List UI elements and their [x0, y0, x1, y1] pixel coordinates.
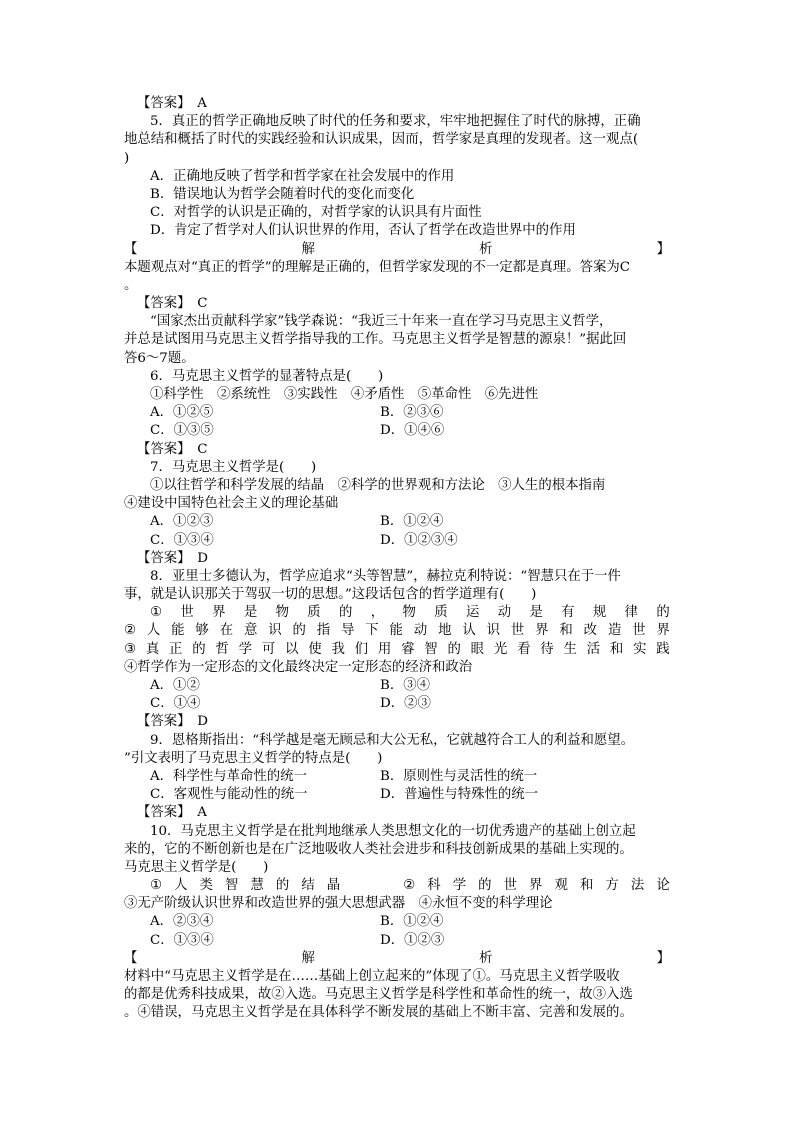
option-right: B．②③⑥: [380, 405, 444, 421]
text-line: 5．真正的哲学正确地反映了时代的任务和要求，牢牢地把握住了时代的脉搏，正确: [150, 114, 641, 130]
option-left: A．①②③: [150, 514, 214, 530]
text-line: ①以往哲学和科学发展的结晶 ②科学的世界观和方法论 ③人生的根本指南: [150, 477, 606, 493]
justified-line: ② 人 能 够 在 意 识 的 指 导 下 能 动 地 认 识 世 界 和 改 造 世 界: [124, 623, 670, 639]
option-left: C．①③④: [150, 532, 214, 548]
option-row: [124, 422, 670, 440]
text-line: 来的，它的不断创新也是在广泛地吸收人类社会进步和科技创新成果的基础上实现的。: [124, 841, 633, 857]
text-line: 地总结和概括了时代的实践经验和认识成果，因而，哲学家是真理的发现者。这一观点(: [124, 132, 639, 148]
text-line: 事，就是认识那关于驾驭一切的思想。”这段话包含的哲学道理有( ): [124, 587, 537, 603]
text-line: A．正确地反映了哲学和哲学家在社会发展中的作用: [150, 168, 455, 184]
justified-line: 【 解 析 】: [124, 950, 670, 966]
text-line: B．错误地认为哲学会随着时代的变化而变化: [150, 186, 415, 202]
text-line: “国家杰出贡献科学家”钱学森说：“我近三十年来一直在学习马克思主义哲学，: [150, 314, 613, 330]
option-left: A．科学性与革命性的统一: [150, 768, 307, 784]
option-row: [124, 768, 670, 786]
option-row: [124, 695, 670, 713]
option-row: [124, 677, 670, 695]
option-right: D．①②③: [380, 932, 445, 948]
option-right: B．①②④: [380, 914, 444, 930]
text-line: ③无产阶级认识世界和改造世界的强大思想武器 ④永恒不变的科学理论: [124, 896, 553, 912]
option-row: [124, 786, 670, 804]
text-line: 材料中“马克思主义哲学是在……基础上创立起来的”体现了①。马克思主义哲学吸收: [124, 969, 620, 984]
option-left: C．①④: [150, 696, 201, 712]
justified-line: ③ 真 正 的 哲 学 可 以 使 我 们 用 睿 智 的 眼 光 看 待 生 活 和 实 践: [124, 641, 670, 657]
option-left: A．②③④: [150, 914, 214, 930]
option-row: [124, 532, 670, 550]
option-right: D．①④⑥: [380, 423, 445, 439]
text-line: ④建设中国特色社会主义的理论基础: [124, 496, 339, 512]
text-line: 。④错误，马克思主义哲学是在具体科学不断发展的基础上不断丰富、完善和发展的。: [124, 1005, 633, 1021]
text-line: 10．马克思主义哲学是在批判地继承人类思想文化的一切优秀遗产的基础上创立起: [150, 823, 636, 839]
justified-line: 【 解 析 】: [124, 241, 670, 257]
option-right: B．①②④: [380, 514, 444, 530]
text-line: ④哲学作为一定形态的文化最终决定一定形态的经济和政治: [124, 659, 473, 675]
answer-line: 【答案】 D: [137, 714, 208, 730]
text-line: 的都是优秀科技成果，故②入选。马克思主义哲学是科学性和革命性的统一，故③入选: [124, 987, 633, 1003]
option-left: C．①③④: [150, 932, 214, 948]
text-line: 。: [124, 277, 138, 293]
option-right: D．②③: [380, 696, 431, 712]
option-right: B．原则性与灵活性的统一: [380, 768, 538, 784]
text-line: 9．恩格斯指出：“科学越是毫无顾忌和大公无私，它就越符合工人的利益和愿望。: [150, 732, 635, 748]
text-line: 本题观点对“真正的哲学”的理解是正确的，但哲学家发现的不一定都是真理。答案为C: [124, 259, 630, 275]
answer-line: 【答案】 A: [137, 96, 207, 111]
option-row: [124, 513, 670, 531]
option-row: [124, 913, 670, 931]
text-line: ”引文表明了马克思主义哲学的特点是( ): [124, 750, 383, 766]
justified-line: ① 人 类 智 慧 的 结 晶 ② 科 学 的 世 界 观 和 方 法 论: [150, 878, 670, 894]
option-left: A．①②: [150, 678, 200, 693]
option-left: A．①②⑤: [150, 405, 214, 421]
answer-line: 【答案】 C: [137, 441, 208, 457]
answer-line: 【答案】 D: [137, 550, 208, 566]
option-right: D．普遍性与特殊性的统一: [380, 787, 539, 803]
text-line: 7．马克思主义哲学是( ): [150, 459, 317, 475]
text-line: 马克思主义哲学是( ): [124, 859, 269, 875]
answer-line: 【答案】 A: [137, 805, 207, 821]
option-left: C．①③⑤: [150, 423, 214, 439]
option-right: D．①②③④: [380, 532, 458, 548]
option-row: [124, 932, 670, 950]
text-line: 答6～7题。: [124, 350, 195, 366]
option-left: C．客观性与能动性的统一: [150, 787, 308, 803]
text-line: ①科学性 ②系统性 ③实践性 ④矛盾性 ⑤革命性 ⑥先进性: [150, 387, 539, 402]
answer-line: 【答案】 C: [137, 296, 208, 312]
text-line: 8．亚里士多德认为，哲学应追求“头等智慧”，赫拉克利特说：“智慧只在于一件: [150, 568, 621, 584]
text-line: 并总是试图用马克思主义哲学指导我的工作。马克思主义哲学是智慧的源泉！”据此回: [124, 332, 627, 348]
text-line: 6．马克思主义哲学的显著特点是( ): [150, 368, 384, 384]
text-line: D．肯定了哲学对人们认识世界的作用，否认了哲学在改造世界中的作用: [150, 223, 576, 239]
text-line: C．对哲学的认识是正确的，对哲学家的认识具有片面性: [150, 205, 482, 221]
document-page: [124, 95, 670, 1023]
option-right: B．③④: [380, 678, 431, 693]
option-row: [124, 404, 670, 422]
justified-line: ① 世 界 是 物 质 的 ， 物 质 运 动 是 有 规 律 的: [150, 605, 670, 621]
text-line: ): [124, 150, 130, 166]
